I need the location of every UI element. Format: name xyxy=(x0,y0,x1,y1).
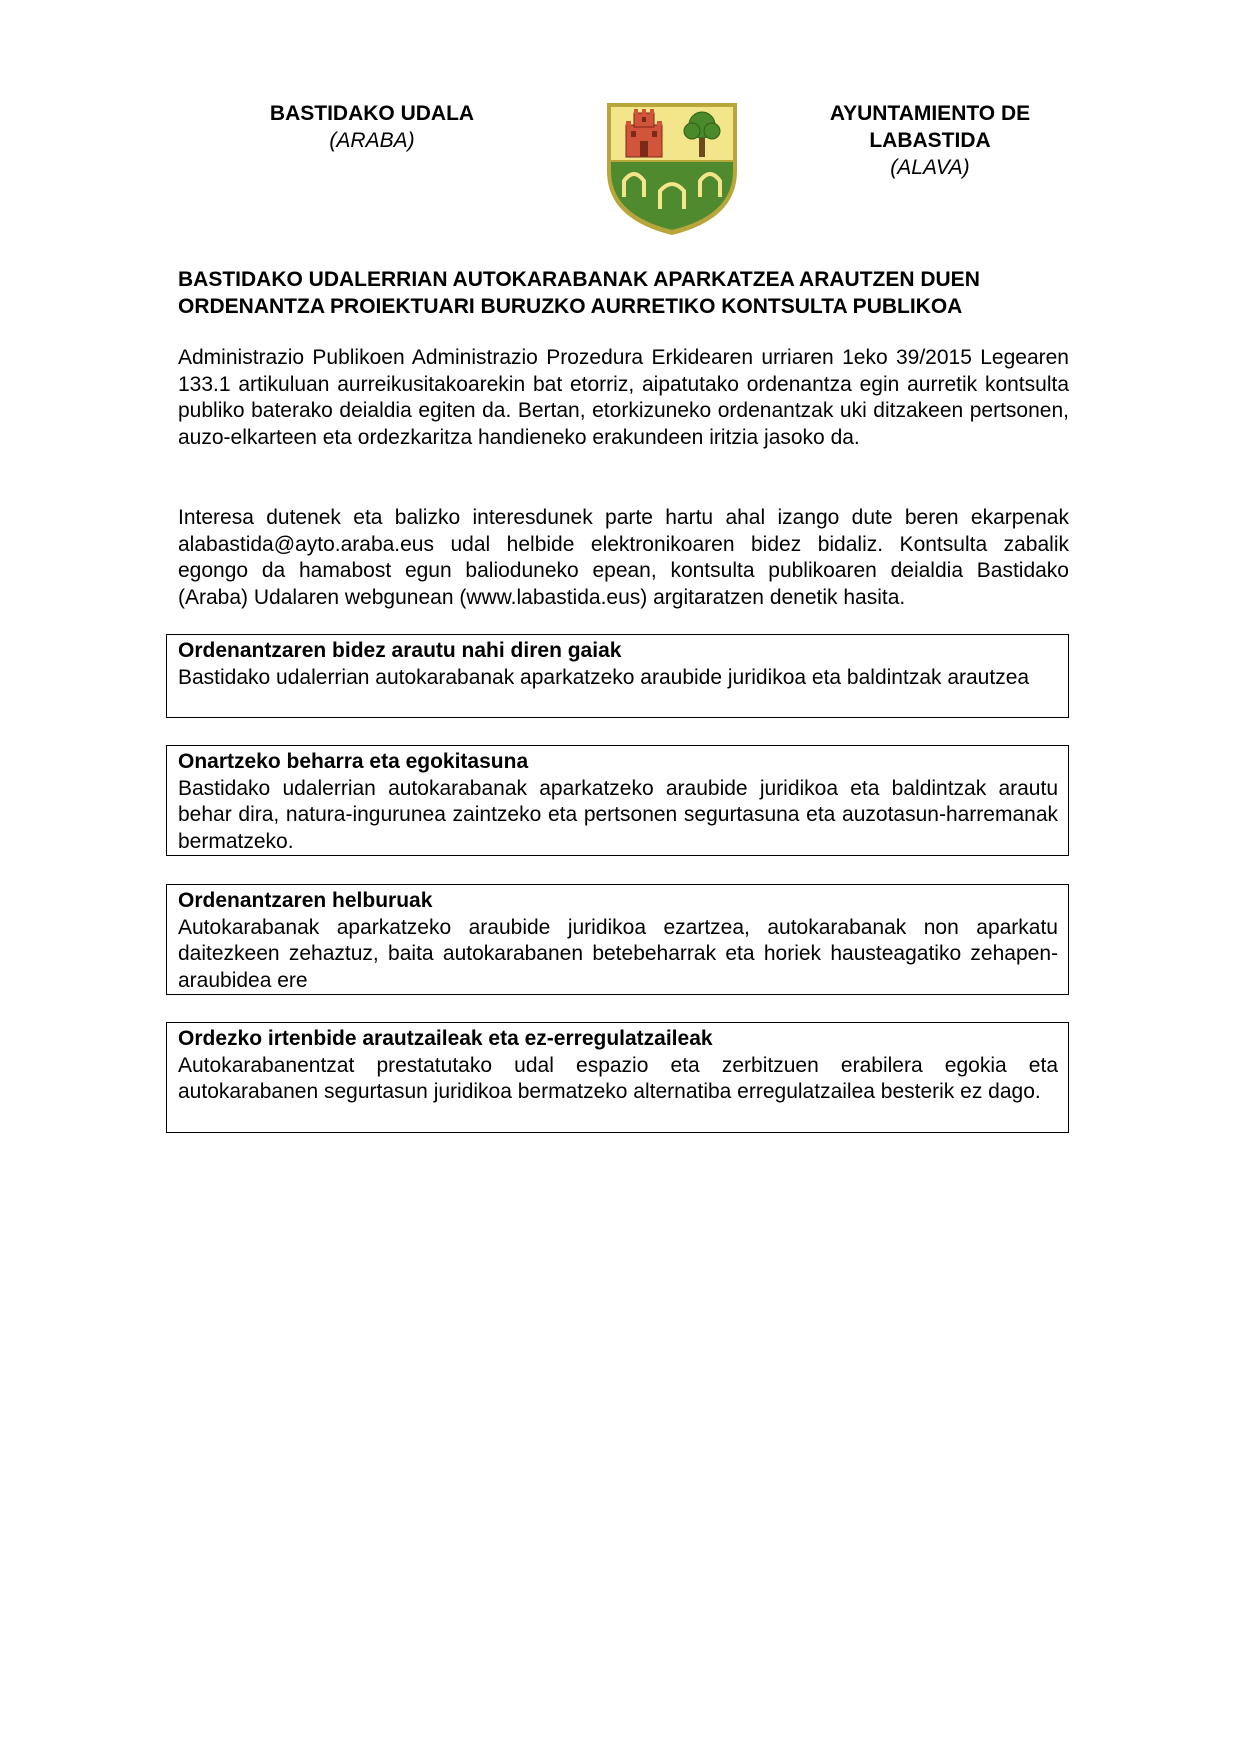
box-text: Autokarabanentzat prestatutako udal espazio eta zerbitzuen erabilera egokia eta autokarabanen segurtasun juridikoa bermatzeko alternatiba erregulatzailea besterik ez dago. xyxy=(178,1053,1058,1103)
municipality-title-line2: LABASTIDA xyxy=(869,129,991,152)
region-spanish: (ALAVA) xyxy=(890,156,970,179)
box-heading: Ordenantzaren helburuak xyxy=(178,889,433,912)
alternatives-box xyxy=(166,1022,1069,1133)
intro-paragraph: Administrazio Publikoen Administrazio Prozedura Erkidearen urriaren 1eko 39/2015 Legearen 133.1 artikuluan aurreikusitakoarekin bat etorriz, aipatutako ordenantza egin aurretik kontsulta publiko baterako deialdia egiten da. Bertan, etorkizuneko ordenantzak uki ditzakeen pertsonen, auzo-elkarteen eta ordezkaritza handieneko erakundeen iritzia jasoko da. xyxy=(178,346,1069,449)
title-line-2: ORDENANTZA PROIEKTUARI BURUZKO AURRETIKO KONTSULTA PUBLIKOA xyxy=(178,295,963,318)
title-line-1: BASTIDAKO UDALERRIAN AUTOKARABANAK APARKATZEA ARAUTZEN DUEN xyxy=(178,268,980,291)
box-text: Bastidako udalerrian autokarabanak aparkatzeko araubide juridikoa eta baldintzak arautu behar dira, natura-ingurunea zaintzeko eta pertsonen segurtasuna eta auzotasun-harremanak bermatzeko. xyxy=(178,776,1058,853)
region-basque: (ARABA) xyxy=(329,129,415,152)
box-heading: Ordezko irtenbide arautzaileak eta ez-erregulatzaileak xyxy=(178,1027,713,1050)
box-heading: Onartzeko beharra eta egokitasuna xyxy=(178,750,529,773)
municipality-name-basque: BASTIDAKO UDALA xyxy=(269,102,475,125)
need-box xyxy=(166,745,1069,856)
participation-paragraph: Interesa dutenek eta balizko interesdunek parte hartu ahal izango dute beren ekarpenak alabastida@ayto.araba.eus udal helbide elektronikoaren bidez bidaliz. Kontsulta zabalik egongo da hamabost egun balioduneko epean, kontsulta publikoaren deialdia Bastidako (Araba) Udalaren webgunean (www.labastida.eus) argitaratzen denetik hasita. xyxy=(178,506,1069,609)
header-right xyxy=(790,100,1070,181)
coat-of-arms-icon xyxy=(604,101,740,237)
box-heading: Ordenantzaren bidez arautu nahi diren gaiak xyxy=(178,639,622,662)
topics-box xyxy=(166,634,1069,718)
box-text: Autokarabanak aparkatzeko araubide juridikoa ezartzea, autokarabanak non aparkatu daitezkeen zehaztuz, baita autokarabanen betebeharrak eta horiek hausteagatiko zehapen-araubidea ere xyxy=(178,915,1058,992)
box-text: Bastidako udalerrian autokarabanak aparkatzeko araubide juridikoa eta baldintzak arautzea xyxy=(178,665,1030,689)
header-left xyxy=(222,100,522,154)
municipality-title-line1: AYUNTAMIENTO DE xyxy=(829,102,1031,125)
document-title xyxy=(178,266,1078,320)
objectives-box xyxy=(166,884,1069,995)
